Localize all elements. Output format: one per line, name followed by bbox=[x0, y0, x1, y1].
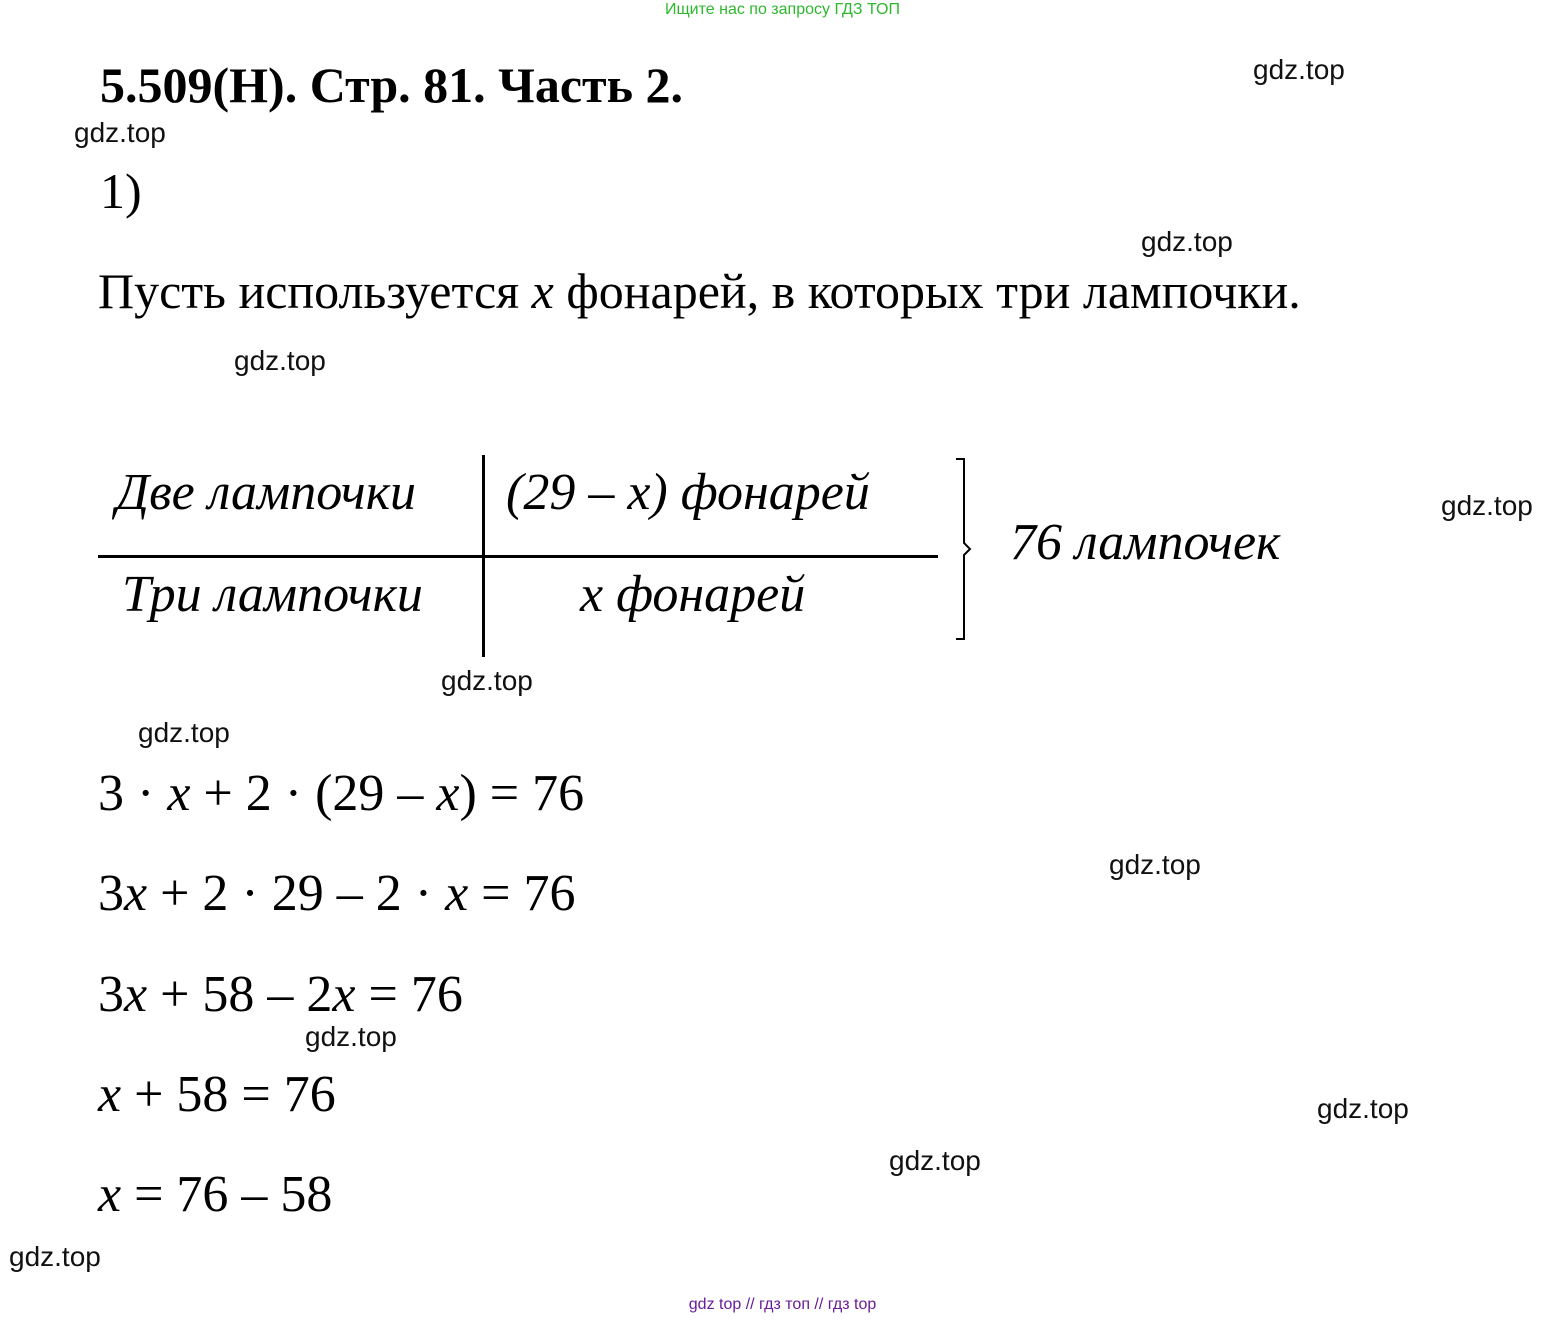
eq3-part: 3 bbox=[98, 966, 124, 1023]
equation-3 bbox=[98, 965, 463, 1024]
equation-1 bbox=[98, 764, 584, 823]
eq1-var: x bbox=[436, 765, 460, 822]
eq2-part: + 2 · 29 – 2 · bbox=[147, 865, 446, 922]
eq2-var: x bbox=[124, 865, 148, 922]
eq2-var: x bbox=[445, 865, 469, 922]
watermark: gdz.top bbox=[441, 665, 533, 696]
eq3-var: x bbox=[332, 966, 356, 1023]
eq1-var: x bbox=[167, 765, 191, 822]
eq3-part: + 58 – 2 bbox=[147, 966, 333, 1023]
watermark: gdz.top bbox=[74, 117, 166, 148]
top-banner[interactable]: Ищите нас по запросу ГДЗ ТОП bbox=[665, 1, 900, 18]
intro-after: фонарей, в которых три лампочки. bbox=[553, 263, 1301, 319]
table-vertical-line bbox=[482, 455, 485, 657]
eq4-var: x bbox=[98, 1066, 122, 1123]
eq5-var: x bbox=[98, 1166, 122, 1223]
page-title: 5.509(Н). Стр. 81. Часть 2. bbox=[100, 57, 684, 113]
intro-before: Пусть используется bbox=[98, 263, 532, 319]
step-label: 1) bbox=[100, 163, 142, 219]
watermark: gdz.top bbox=[1109, 849, 1201, 880]
intro-var: x bbox=[531, 263, 554, 319]
equation-5 bbox=[98, 1165, 332, 1224]
curly-brace-icon bbox=[950, 455, 980, 645]
eq3-var: x bbox=[124, 966, 148, 1023]
watermark: gdz.top bbox=[138, 717, 230, 748]
intro-text bbox=[98, 262, 1301, 320]
watermark: gdz.top bbox=[1141, 226, 1233, 257]
eq2-part: 3 bbox=[98, 865, 124, 922]
watermark: gdz.top bbox=[1317, 1093, 1409, 1124]
eq1-part: 3 · bbox=[98, 765, 168, 822]
row2-value: x фонарей bbox=[580, 566, 806, 623]
eq1-part: ) = 76 bbox=[459, 765, 585, 822]
eq1-part: + 2 · (29 – bbox=[190, 765, 437, 822]
row1-label: Две лампочки bbox=[116, 464, 417, 521]
watermark: gdz.top bbox=[889, 1145, 981, 1176]
row2-label: Три лампочки bbox=[122, 566, 423, 623]
watermark: gdz.top bbox=[305, 1021, 397, 1052]
row1-value: (29 – x) фонарей bbox=[506, 464, 870, 521]
watermark: gdz.top bbox=[234, 345, 326, 376]
watermark: gdz.top bbox=[1253, 54, 1345, 85]
watermark: gdz.top bbox=[1441, 490, 1533, 521]
equation-2 bbox=[98, 864, 575, 923]
bottom-banner[interactable]: gdz top // гдз топ // гдз top bbox=[688, 1296, 877, 1313]
eq5-part: = 76 – 58 bbox=[121, 1166, 333, 1223]
watermark: gdz.top bbox=[9, 1241, 101, 1272]
table-horizontal-line bbox=[98, 555, 938, 558]
equation-4 bbox=[98, 1065, 336, 1124]
total-label: 76 лампочек bbox=[1010, 514, 1281, 571]
eq4-part: + 58 = 76 bbox=[121, 1066, 336, 1123]
eq2-part: = 76 bbox=[468, 865, 576, 922]
eq3-part: = 76 bbox=[355, 966, 463, 1023]
